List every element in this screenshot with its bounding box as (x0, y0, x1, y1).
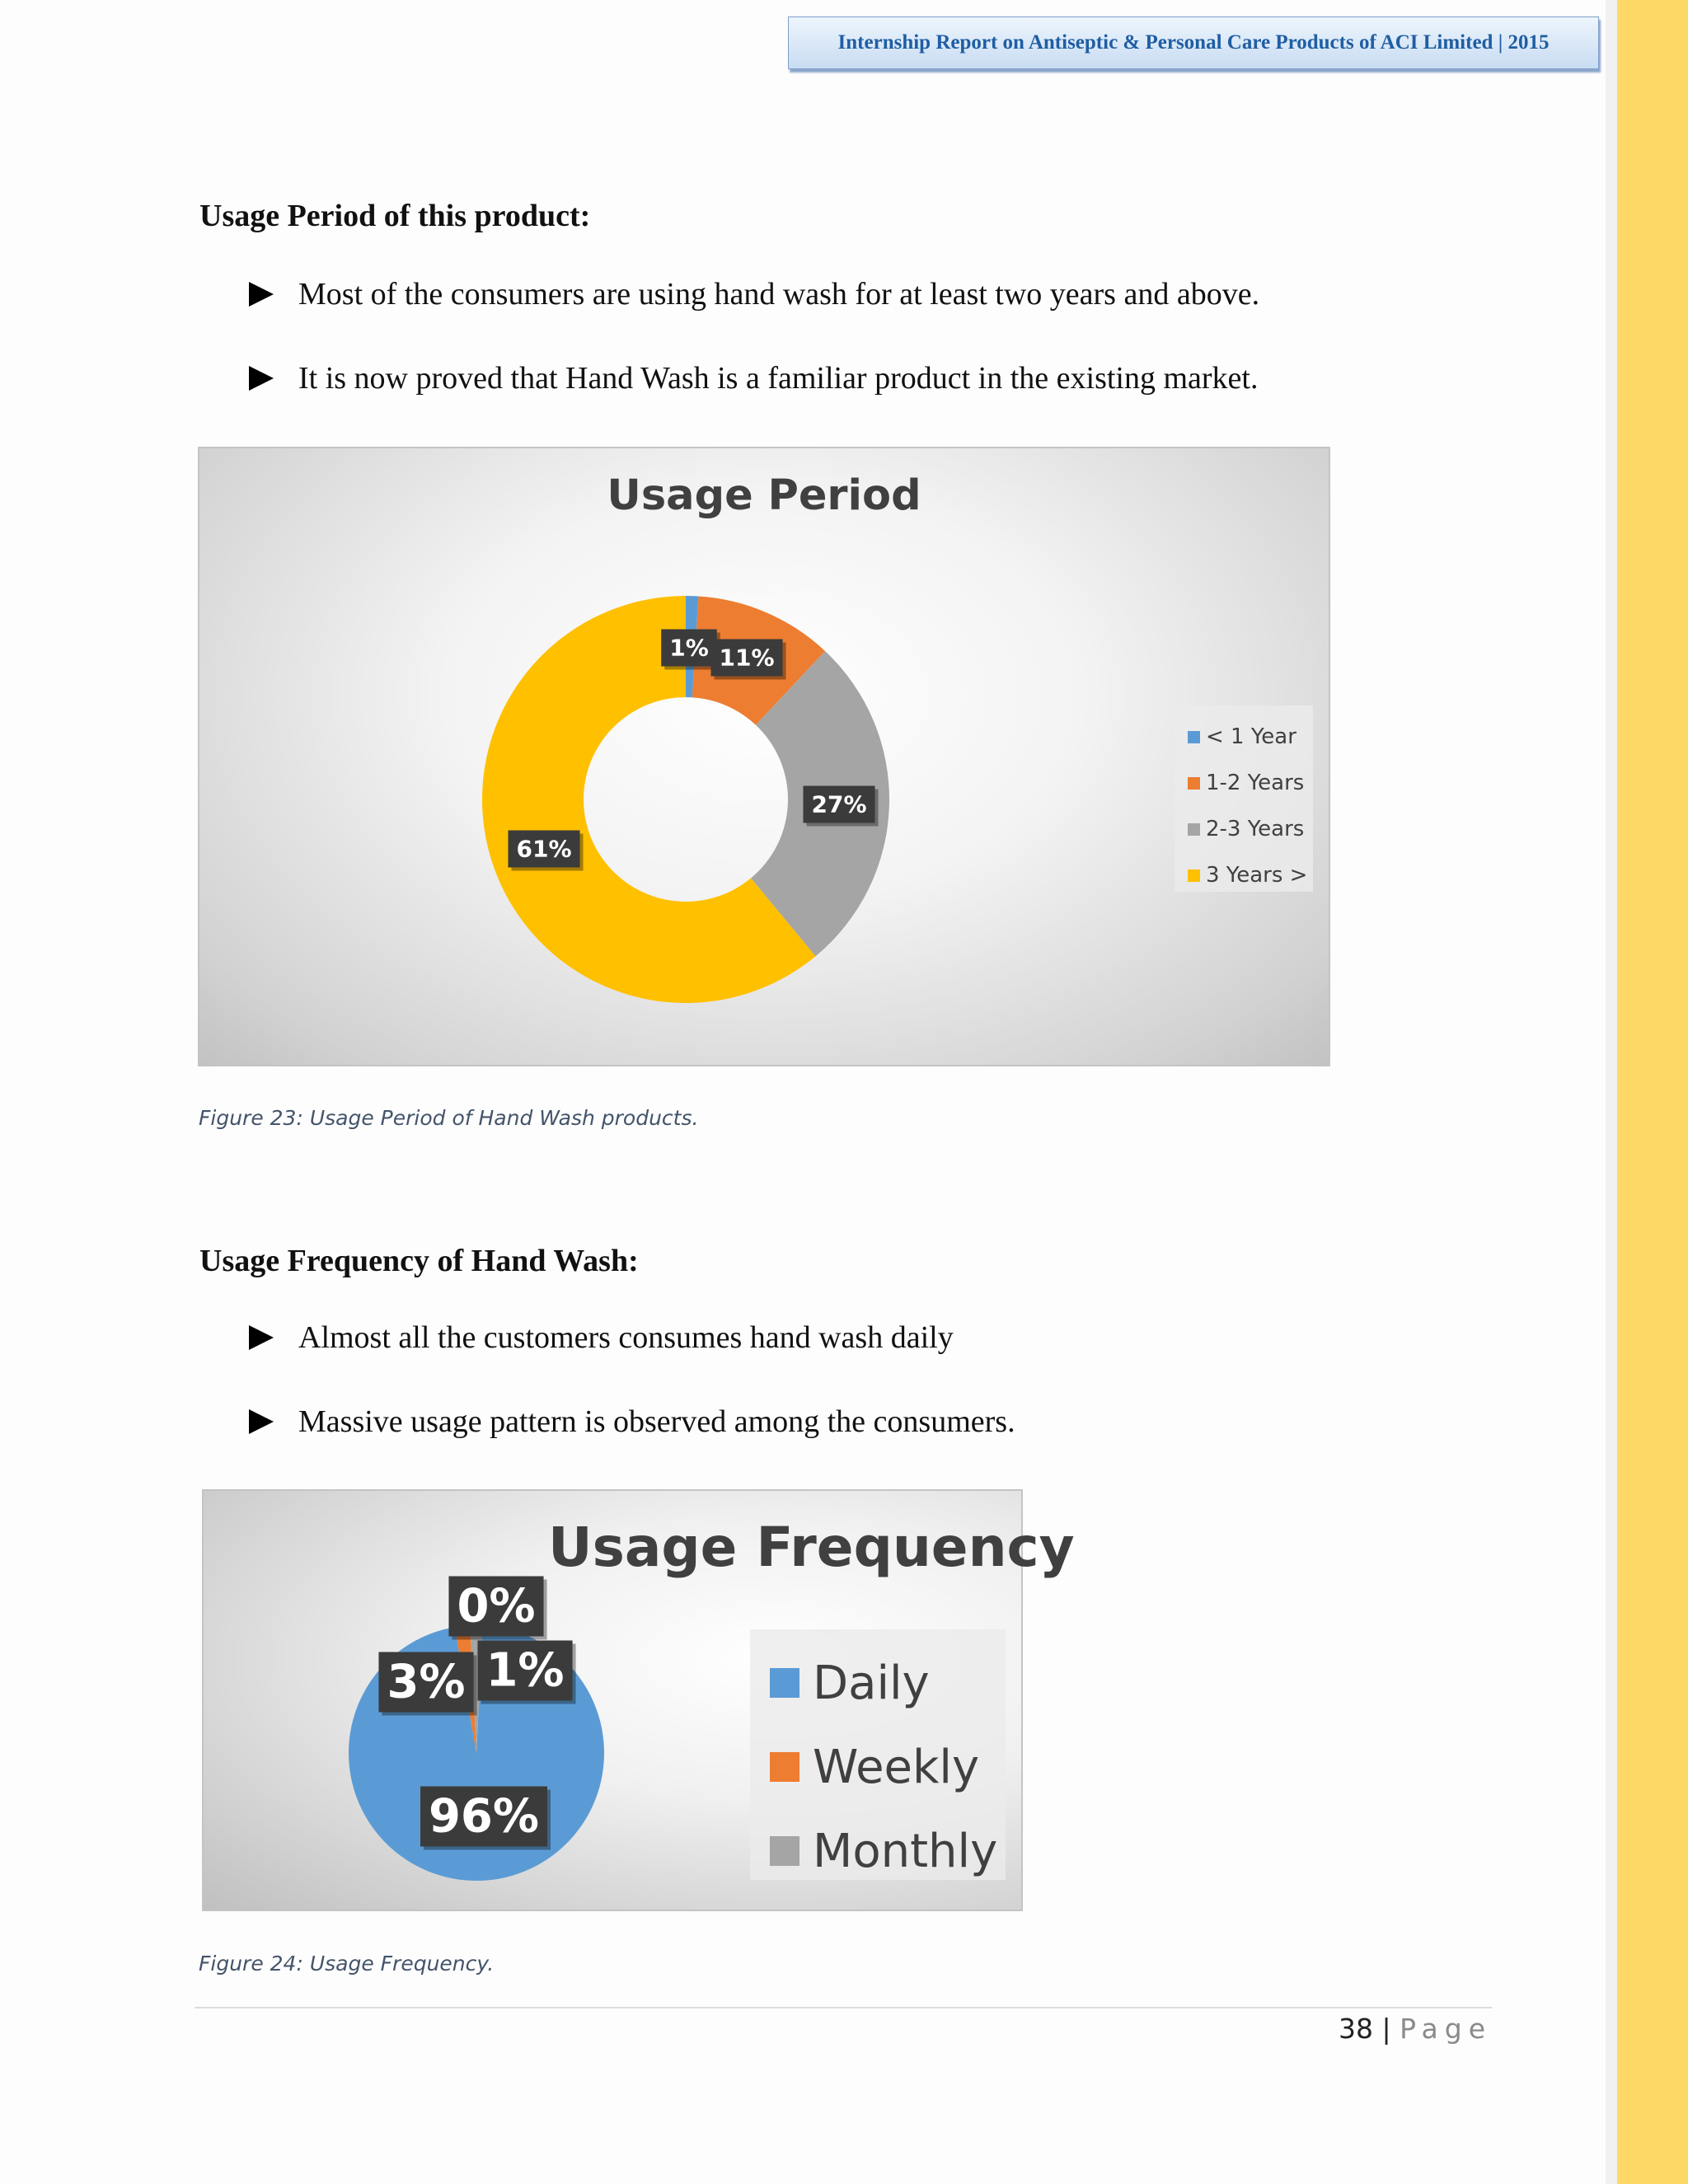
legend-swatch (770, 1752, 799, 1782)
svg-text:61%: 61% (516, 835, 572, 863)
page-number-separator: | (1381, 2013, 1391, 2045)
svg-text:1%: 1% (669, 634, 709, 662)
usage-period-donut (199, 448, 1329, 1065)
legend-label: Daily (813, 1656, 930, 1710)
bullet-item (249, 360, 1258, 396)
legend-item (1175, 714, 1313, 760)
chart-title: Usage Period (607, 471, 921, 520)
svg-text:3%: 3% (387, 1655, 466, 1709)
svg-text:1%: 1% (485, 1643, 565, 1698)
chart-legend (750, 1629, 1006, 1880)
legend-item (1175, 806, 1313, 852)
section-heading-usage-frequency: Usage Frequency of Hand Wash: (199, 1244, 639, 1278)
section-heading-usage-period: Usage Period of this product: (199, 199, 591, 233)
legend-item (750, 1641, 1006, 1725)
legend-label: 2-3 Years (1206, 817, 1305, 841)
usage-period-chart (198, 447, 1330, 1066)
legend-label: Weekly (813, 1740, 980, 1794)
page-label: Page (1400, 2013, 1493, 2045)
legend-swatch (1188, 731, 1200, 743)
legend-swatch (1188, 777, 1200, 790)
legend-swatch (770, 1836, 799, 1866)
data-label (803, 786, 878, 827)
data-label (508, 831, 583, 871)
page-margin-shade (1606, 0, 1617, 2184)
page-side-stripe (1617, 0, 1688, 2184)
triangle-bullet-icon (249, 1409, 274, 1434)
legend-swatch (1188, 869, 1200, 882)
legend-swatch (770, 1668, 799, 1698)
legend-swatch (1188, 823, 1200, 836)
figure-caption: Figure 23: Usage Period of Hand Wash products. (199, 1106, 699, 1130)
bullet-item (249, 1404, 1015, 1440)
bullet-text: Most of the consumers are using hand wash for at least two years and above. (298, 277, 1260, 312)
bullet-text: Almost all the customers consumes hand wash daily (298, 1320, 954, 1355)
page-number-value: 38 (1339, 2013, 1373, 2045)
legend-item (750, 1725, 1006, 1809)
figure-caption: Figure 24: Usage Frequency. (199, 1952, 495, 1975)
chart-legend (1175, 705, 1313, 892)
header-title: Internship Report on Antiseptic & Personal Care Products of ACI Limited | 2015 (837, 31, 1550, 54)
page-number (1339, 2013, 1492, 2045)
triangle-bullet-icon (249, 1325, 274, 1350)
legend-label: < 1 Year (1206, 724, 1296, 749)
bullet-item (249, 276, 1259, 312)
legend-item (1175, 852, 1313, 898)
svg-text:96%: 96% (428, 1789, 540, 1844)
svg-text:27%: 27% (811, 790, 867, 818)
triangle-bullet-icon (249, 366, 274, 391)
footer-divider (195, 2007, 1492, 2008)
triangle-bullet-icon (249, 282, 274, 307)
legend-label: 3 Years > (1206, 863, 1308, 888)
bullet-item (249, 1319, 954, 1356)
usage-frequency-chart (202, 1489, 1075, 1911)
legend-item (1175, 760, 1313, 806)
data-label (710, 640, 785, 680)
data-label (477, 1641, 575, 1704)
legend-label: 1-2 Years (1206, 771, 1305, 795)
data-label (378, 1652, 476, 1716)
data-label (448, 1577, 546, 1640)
running-header (788, 16, 1599, 69)
legend-item (750, 1809, 1006, 1893)
svg-text:11%: 11% (719, 644, 775, 672)
bullet-text: It is now proved that Hand Wash is a familiar product in the existing market. (298, 361, 1259, 396)
legend-label: Monthly (813, 1824, 998, 1878)
svg-text:0%: 0% (457, 1579, 536, 1633)
chart-title: Usage Frequency (548, 1516, 1075, 1579)
data-label (420, 1787, 551, 1850)
bullet-text: Massive usage pattern is observed among the consumers. (298, 1404, 1015, 1439)
